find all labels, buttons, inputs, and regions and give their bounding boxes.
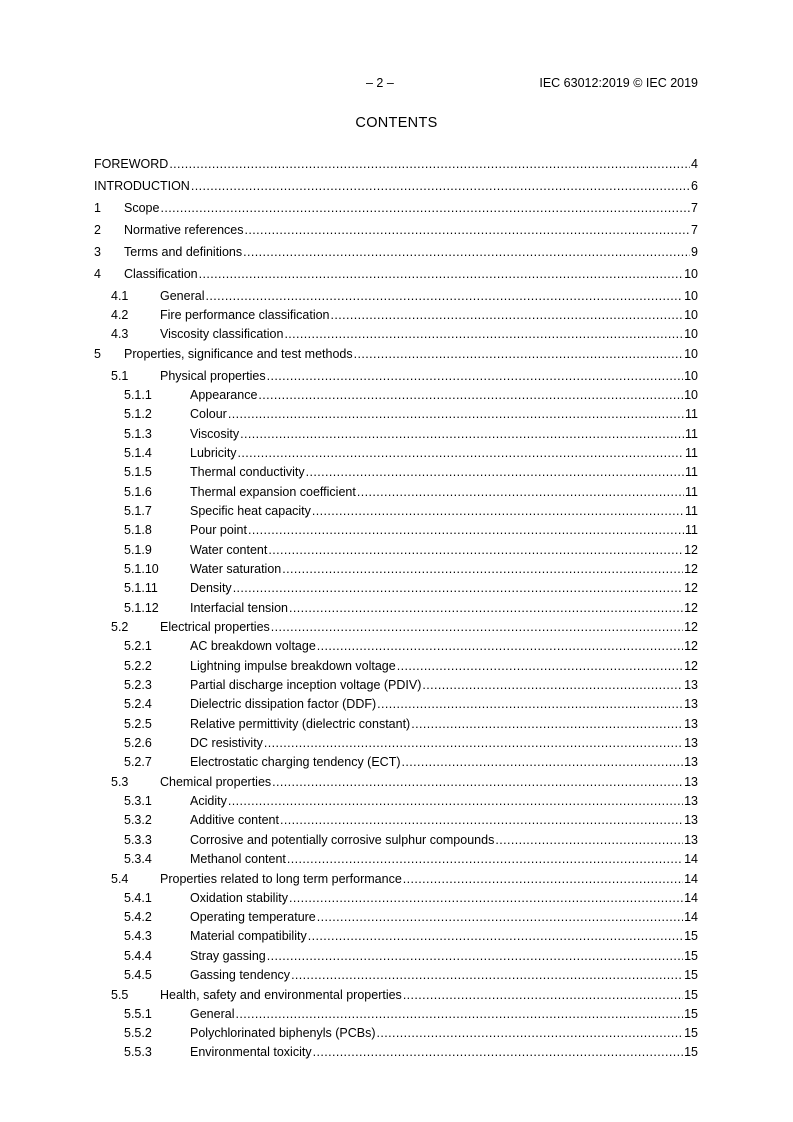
toc-entry-number: 5.1.10 bbox=[124, 562, 159, 576]
toc-entry-title: Chemical properties bbox=[160, 775, 272, 789]
toc-leader-dots bbox=[403, 872, 683, 887]
toc-entry-number: 5.2.3 bbox=[124, 678, 152, 692]
toc-entry-number: 5.1.8 bbox=[124, 523, 152, 537]
toc-leader-dots bbox=[264, 736, 683, 751]
toc-entry[interactable] bbox=[94, 949, 698, 964]
toc-entry-page: 13 bbox=[684, 755, 698, 769]
toc-entry-number: 5.1.7 bbox=[124, 504, 152, 518]
toc-entry-number: 5.1.5 bbox=[124, 465, 152, 479]
toc-leader-dots bbox=[402, 755, 684, 770]
toc-entry[interactable] bbox=[94, 813, 698, 828]
toc-entry-title: Stray gassing bbox=[190, 949, 266, 963]
toc-entry-title: Material compatibility bbox=[190, 929, 307, 943]
toc-entry-number: 5.1.1 bbox=[124, 388, 152, 402]
toc-entry[interactable] bbox=[94, 245, 698, 260]
toc-entry[interactable] bbox=[94, 407, 698, 422]
toc-entry-page: 11 bbox=[685, 504, 698, 518]
toc-entry-page: 13 bbox=[684, 736, 698, 750]
toc-leader-dots bbox=[267, 949, 683, 964]
toc-entry-number: 5.5.2 bbox=[124, 1026, 152, 1040]
toc-entry-number: 5.3.4 bbox=[124, 852, 152, 866]
page-header bbox=[94, 76, 698, 92]
toc-entry-page: 14 bbox=[684, 910, 698, 924]
toc-entry[interactable] bbox=[94, 562, 698, 577]
toc-entry[interactable] bbox=[94, 872, 698, 887]
toc-leader-dots bbox=[377, 1026, 684, 1041]
toc-leader-dots bbox=[280, 813, 683, 828]
toc-entry-number: 3 bbox=[94, 245, 101, 259]
toc-leader-dots bbox=[228, 407, 684, 422]
toc-entry-page: 12 bbox=[684, 581, 698, 595]
toc-leader-dots bbox=[238, 446, 684, 461]
toc-leader-dots bbox=[268, 543, 683, 558]
toc-entry-title: Thermal conductivity bbox=[190, 465, 305, 479]
toc-entry-page: 11 bbox=[685, 485, 698, 499]
toc-entry[interactable] bbox=[94, 523, 698, 538]
toc-entry-page: 12 bbox=[684, 543, 698, 557]
toc-leader-dots bbox=[205, 289, 683, 304]
toc-entry-title: INTRODUCTION bbox=[94, 179, 190, 193]
toc-entry-number: 4.2 bbox=[111, 308, 129, 322]
toc-entry-number: 4.3 bbox=[111, 327, 129, 341]
toc-entry-page: 7 bbox=[691, 201, 698, 215]
toc-entry-page: 12 bbox=[684, 659, 698, 673]
toc-entry-page: 13 bbox=[684, 833, 698, 847]
toc-leader-dots bbox=[240, 427, 684, 442]
toc-entry-title: Lubricity bbox=[190, 446, 237, 460]
toc-entry-number: 5.1.2 bbox=[124, 407, 152, 421]
toc-entry-page: 15 bbox=[684, 1026, 698, 1040]
toc-entry[interactable] bbox=[94, 988, 698, 1003]
toc-entry[interactable] bbox=[94, 620, 698, 635]
toc-entry-page: 14 bbox=[684, 891, 698, 905]
toc-entry[interactable] bbox=[94, 794, 698, 809]
toc-entry-title: Normative references bbox=[124, 223, 244, 237]
toc-leader-dots bbox=[411, 717, 683, 732]
toc-entry[interactable] bbox=[94, 388, 698, 403]
toc-entry[interactable] bbox=[94, 157, 698, 172]
toc-entry-page: 13 bbox=[684, 717, 698, 731]
toc-entry-number: 5.2 bbox=[111, 620, 129, 634]
toc-leader-dots bbox=[422, 678, 683, 693]
toc-entry-number: 5.1.6 bbox=[124, 485, 152, 499]
toc-entry-number: 5.4.4 bbox=[124, 949, 152, 963]
toc-leader-dots bbox=[403, 988, 683, 1003]
toc-leader-dots bbox=[267, 369, 683, 384]
toc-entry-page: 9 bbox=[691, 245, 698, 259]
toc-entry-page: 14 bbox=[684, 872, 698, 886]
toc-entry-number: 5.4 bbox=[111, 872, 129, 886]
toc-entry-number: 5 bbox=[94, 347, 101, 361]
toc-entry[interactable] bbox=[94, 601, 698, 616]
toc-entry-title: Health, safety and environmental properties bbox=[160, 988, 402, 1002]
toc-leader-dots bbox=[169, 157, 690, 172]
toc-entry-title: Pour point bbox=[190, 523, 247, 537]
toc-entry-title: Water saturation bbox=[190, 562, 282, 576]
toc-entry[interactable] bbox=[94, 775, 698, 790]
toc-entry-page: 10 bbox=[684, 289, 698, 303]
toc-entry-page: 13 bbox=[684, 697, 698, 711]
toc-entry-page: 15 bbox=[684, 968, 698, 982]
toc-leader-dots bbox=[233, 581, 683, 596]
toc-leader-dots bbox=[199, 267, 683, 282]
toc-entry-number: 5.4.1 bbox=[124, 891, 152, 905]
toc-leader-dots bbox=[228, 794, 683, 809]
toc-entry-title: Lightning impulse breakdown voltage bbox=[190, 659, 396, 673]
toc-entry-number: 5.4.5 bbox=[124, 968, 152, 982]
toc-entry[interactable] bbox=[94, 1045, 698, 1060]
toc-entry-page: 14 bbox=[684, 852, 698, 866]
toc-entry[interactable] bbox=[94, 697, 698, 712]
toc-entry[interactable] bbox=[94, 327, 698, 342]
toc-entry-page: 13 bbox=[684, 794, 698, 808]
toc-entry-page: 11 bbox=[685, 407, 698, 421]
toc-entry-number: 5.2.1 bbox=[124, 639, 152, 653]
toc-entry-title: Physical properties bbox=[160, 369, 266, 383]
toc-entry-title: Properties, significance and test methods bbox=[124, 347, 353, 361]
toc-entry-number: 5.3 bbox=[111, 775, 129, 789]
toc-entry-title: FOREWORD bbox=[94, 157, 169, 171]
toc-entry[interactable] bbox=[94, 891, 698, 906]
toc-entry-page: 12 bbox=[684, 601, 698, 615]
toc-entry-page: 11 bbox=[685, 465, 698, 479]
toc-leader-dots bbox=[331, 308, 684, 323]
toc-leader-dots bbox=[317, 639, 683, 654]
toc-entry-title: Relative permittivity (dielectric constant) bbox=[190, 717, 411, 731]
toc-entry[interactable] bbox=[94, 347, 698, 362]
toc-leader-dots bbox=[308, 929, 683, 944]
toc-entry-number: 5.3.1 bbox=[124, 794, 152, 808]
toc-entry-number: 5.1 bbox=[111, 369, 129, 383]
toc-entry-page: 10 bbox=[684, 267, 698, 281]
toc-entry-number: 4 bbox=[94, 267, 101, 281]
toc-entry-number: 5.5 bbox=[111, 988, 129, 1002]
toc-entry-page: 11 bbox=[685, 523, 698, 537]
toc-entry-page: 15 bbox=[684, 1045, 698, 1059]
toc-entry-page: 13 bbox=[684, 678, 698, 692]
toc-entry-number: 5.2.7 bbox=[124, 755, 152, 769]
contents-title: CONTENTS bbox=[355, 115, 438, 131]
toc-leader-dots bbox=[289, 601, 683, 616]
toc-entry[interactable] bbox=[94, 179, 698, 194]
toc-entry-page: 15 bbox=[684, 949, 698, 963]
toc-leader-dots bbox=[272, 775, 683, 790]
toc-leader-dots bbox=[271, 620, 683, 635]
toc-leader-dots bbox=[287, 852, 683, 867]
toc-entry[interactable] bbox=[94, 639, 698, 654]
toc-entry-page: 15 bbox=[684, 929, 698, 943]
toc-entry[interactable] bbox=[94, 446, 698, 461]
toc-leader-dots bbox=[235, 1007, 683, 1022]
toc-entry-title: Oxidation stability bbox=[190, 891, 288, 905]
toc-entry[interactable] bbox=[94, 755, 698, 770]
toc-entry-title: Viscosity bbox=[190, 427, 240, 441]
toc-leader-dots bbox=[258, 388, 683, 403]
toc-leader-dots bbox=[313, 1045, 684, 1060]
toc-leader-dots bbox=[248, 523, 684, 538]
toc-entry-number: 5.3.3 bbox=[124, 833, 152, 847]
toc-entry-title: Acidity bbox=[190, 794, 227, 808]
toc-leader-dots bbox=[191, 179, 690, 194]
toc-entry[interactable] bbox=[94, 543, 698, 558]
toc-entry-page: 15 bbox=[684, 988, 698, 1002]
toc-leader-dots bbox=[284, 327, 683, 342]
toc-entry[interactable] bbox=[94, 910, 698, 925]
toc-entry-number: 4.1 bbox=[111, 289, 129, 303]
toc-entry-number: 1 bbox=[94, 201, 101, 215]
toc-entry[interactable] bbox=[94, 308, 698, 323]
toc-entry[interactable] bbox=[94, 223, 698, 238]
toc-entry-number: 5.4.2 bbox=[124, 910, 152, 924]
toc-entry-page: 13 bbox=[684, 813, 698, 827]
toc-entry-page: 13 bbox=[684, 775, 698, 789]
toc-entry-page: 12 bbox=[684, 620, 698, 634]
toc-entry-title: Viscosity classification bbox=[160, 327, 284, 341]
toc-entry-number: 5.1.11 bbox=[124, 581, 158, 595]
toc-entry[interactable] bbox=[94, 267, 698, 282]
toc-entry-page: 15 bbox=[684, 1007, 698, 1021]
toc-entry[interactable] bbox=[94, 465, 698, 480]
toc-entry-page: 10 bbox=[684, 327, 698, 341]
toc-entry-title: Scope bbox=[124, 201, 160, 215]
toc-entry[interactable] bbox=[94, 929, 698, 944]
toc-entry[interactable] bbox=[94, 485, 698, 500]
toc-entry-title: General bbox=[190, 1007, 235, 1021]
page-number: – 2 – bbox=[366, 76, 394, 90]
toc-entry-title: Methanol content bbox=[190, 852, 286, 866]
toc-entry-title: Dielectric dissipation factor (DDF) bbox=[190, 697, 377, 711]
toc-entry-page: 12 bbox=[684, 639, 698, 653]
toc-entry-title: Polychlorinated biphenyls (PCBs) bbox=[190, 1026, 376, 1040]
toc-entry-title: Operating temperature bbox=[190, 910, 316, 924]
standard-reference: IEC 63012:2019 © IEC 2019 bbox=[539, 76, 698, 90]
toc-leader-dots bbox=[291, 968, 683, 983]
toc-entry-page: 10 bbox=[684, 347, 698, 361]
toc-entry-title: General bbox=[160, 289, 205, 303]
toc-entry[interactable] bbox=[94, 833, 698, 848]
toc-entry[interactable] bbox=[94, 581, 698, 596]
toc-entry[interactable] bbox=[94, 659, 698, 674]
toc-entry-number: 5.2.6 bbox=[124, 736, 152, 750]
toc-entry-number: 5.2.5 bbox=[124, 717, 152, 731]
toc-entry[interactable] bbox=[94, 678, 698, 693]
toc-entry-title: Colour bbox=[190, 407, 227, 421]
toc-entry-page: 12 bbox=[684, 562, 698, 576]
toc-entry-number: 5.2.4 bbox=[124, 697, 152, 711]
toc-entry-title: DC resistivity bbox=[190, 736, 263, 750]
toc-entry[interactable] bbox=[94, 201, 698, 216]
toc-leader-dots bbox=[317, 910, 683, 925]
toc-leader-dots bbox=[357, 485, 684, 500]
toc-entry-page: 11 bbox=[685, 427, 698, 441]
toc-entry-title: Fire performance classification bbox=[160, 308, 330, 322]
toc-leader-dots bbox=[312, 504, 684, 519]
toc-entry-page: 6 bbox=[691, 179, 698, 193]
toc-entry-page: 7 bbox=[691, 223, 698, 237]
toc-entry[interactable] bbox=[94, 717, 698, 732]
toc-entry[interactable] bbox=[94, 427, 698, 442]
toc-entry[interactable] bbox=[94, 1026, 698, 1041]
toc-entry[interactable] bbox=[94, 852, 698, 867]
toc-leader-dots bbox=[245, 223, 691, 238]
toc-entry-page: 10 bbox=[684, 308, 698, 322]
toc-entry-page: 4 bbox=[691, 157, 698, 171]
toc-entry-title: Specific heat capacity bbox=[190, 504, 311, 518]
toc-leader-dots bbox=[495, 833, 683, 848]
toc-entry[interactable] bbox=[94, 289, 698, 304]
toc-entry-number: 5.3.2 bbox=[124, 813, 152, 827]
toc-entry-title: Classification bbox=[124, 267, 198, 281]
toc-entry-number: 5.1.3 bbox=[124, 427, 152, 441]
toc-leader-dots bbox=[306, 465, 684, 480]
toc-leader-dots bbox=[354, 347, 683, 362]
toc-entry-number: 5.2.2 bbox=[124, 659, 152, 673]
toc-leader-dots bbox=[397, 659, 683, 674]
toc-entry-title: Appearance bbox=[190, 388, 258, 402]
toc-entry[interactable] bbox=[94, 968, 698, 983]
toc-entry-title: Environmental toxicity bbox=[190, 1045, 312, 1059]
toc-entry-page: 10 bbox=[684, 388, 698, 402]
toc-entry-title: Corrosive and potentially corrosive sulphur compounds bbox=[190, 833, 495, 847]
toc-entry[interactable] bbox=[94, 736, 698, 751]
toc-entry-number: 2 bbox=[94, 223, 101, 237]
toc-entry-title: AC breakdown voltage bbox=[190, 639, 316, 653]
toc-leader-dots bbox=[377, 697, 683, 712]
toc-entry-title: Thermal expansion coefficient bbox=[190, 485, 356, 499]
toc-leader-dots bbox=[289, 891, 683, 906]
toc-entry-number: 5.4.3 bbox=[124, 929, 152, 943]
toc-entry-title: Partial discharge inception voltage (PDIV) bbox=[190, 678, 422, 692]
toc-entry-page: 10 bbox=[684, 369, 698, 383]
toc-entry-title: Gassing tendency bbox=[190, 968, 291, 982]
toc-entry[interactable] bbox=[94, 504, 698, 519]
toc-leader-dots bbox=[282, 562, 683, 577]
toc-entry[interactable] bbox=[94, 369, 698, 384]
toc-entry-title: Terms and definitions bbox=[124, 245, 243, 259]
toc-leader-dots bbox=[243, 245, 690, 260]
toc-entry[interactable] bbox=[94, 1007, 698, 1022]
toc-entry-title: Electrical properties bbox=[160, 620, 270, 634]
toc-entry-number: 5.1.12 bbox=[124, 601, 159, 615]
toc-entry-title: Density bbox=[190, 581, 232, 595]
toc-entry-title: Water content bbox=[190, 543, 268, 557]
toc-entry-title: Electrostatic charging tendency (ECT) bbox=[190, 755, 401, 769]
toc-entry-title: Additive content bbox=[190, 813, 279, 827]
toc-entry-number: 5.5.3 bbox=[124, 1045, 152, 1059]
toc-entry-title: Properties related to long term performance bbox=[160, 872, 402, 886]
toc-entry-number: 5.5.1 bbox=[124, 1007, 152, 1021]
toc-entry-number: 5.1.4 bbox=[124, 446, 152, 460]
toc-leader-dots bbox=[160, 201, 690, 216]
toc-entry-title: Interfacial tension bbox=[190, 601, 288, 615]
toc-entry-page: 11 bbox=[685, 446, 698, 460]
toc-entry-number: 5.1.9 bbox=[124, 543, 152, 557]
